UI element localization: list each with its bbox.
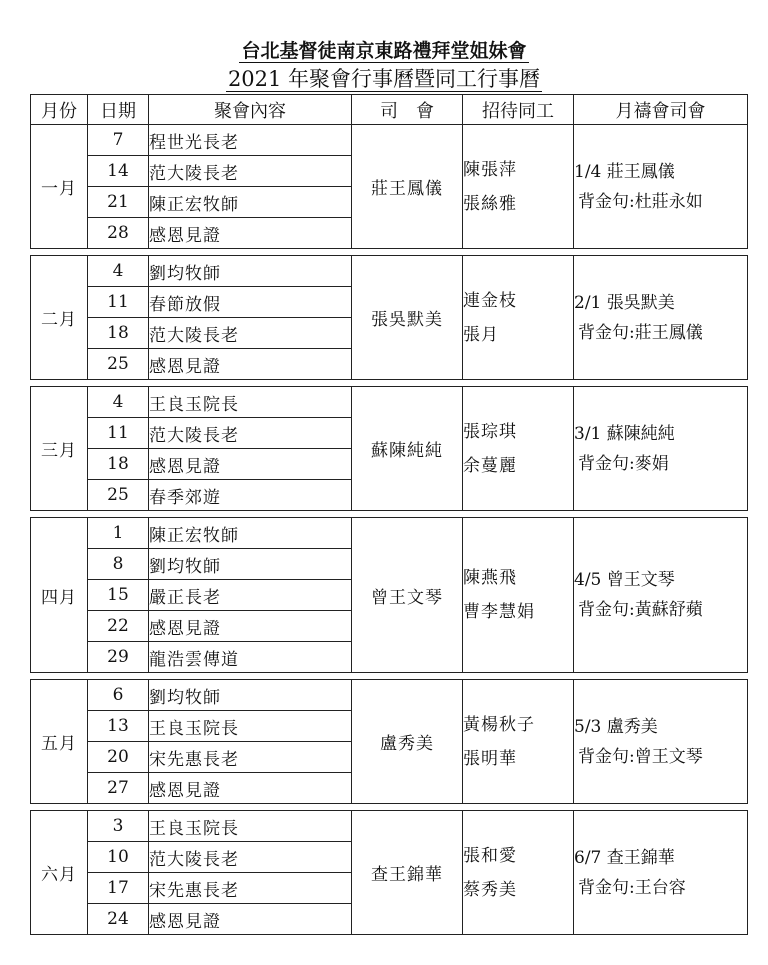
date-cell: 15 xyxy=(88,580,149,611)
reception-person: 黃楊秋子 xyxy=(463,714,535,735)
date-cell: 11 xyxy=(88,287,149,318)
date-cell: 6 xyxy=(88,680,149,711)
date-cell: 14 xyxy=(88,156,149,187)
date-cell: 11 xyxy=(88,418,149,449)
verse-reciter: 背金句:黃蘇舒蘋 xyxy=(578,600,703,620)
date-cell: 28 xyxy=(88,218,149,249)
schedule-body xyxy=(31,125,748,935)
date-cell: 1 xyxy=(88,518,149,549)
prayer-cell xyxy=(574,387,748,511)
host-cell: 張吳默美 xyxy=(352,256,463,380)
prayer-host: 1/4 莊王鳳儀 xyxy=(574,161,675,182)
date-cell: 25 xyxy=(88,349,149,380)
event-cell: 宋先惠長老 xyxy=(149,873,352,904)
table-row xyxy=(31,125,748,156)
event-cell: 感恩見證 xyxy=(149,218,352,249)
reception-cell xyxy=(463,518,574,673)
event-cell: 劉均牧師 xyxy=(149,549,352,580)
prayer-cell xyxy=(574,680,748,804)
month-gap-cell xyxy=(31,804,748,811)
host-cell: 盧秀美 xyxy=(352,680,463,804)
verse-reciter: 背金句:曾王文琴 xyxy=(578,746,703,767)
header-reception: 招待同工 xyxy=(463,95,574,125)
month-cell: 五月 xyxy=(31,680,88,804)
document-subtitle xyxy=(0,65,768,93)
verse-reciter: 背金句:莊王鳳儀 xyxy=(578,322,703,343)
header-content: 聚會內容 xyxy=(149,95,352,125)
prayer-host: 3/1 蘇陳純純 xyxy=(574,423,675,444)
event-cell: 感恩見證 xyxy=(149,773,352,804)
event-cell: 感恩見證 xyxy=(149,449,352,480)
prayer-cell xyxy=(574,125,748,249)
reception-person: 張琮琪 xyxy=(463,421,517,442)
header-date: 日期 xyxy=(88,95,149,125)
reception-person: 張明華 xyxy=(463,748,517,769)
header-row xyxy=(31,95,748,125)
reception-cell xyxy=(463,125,574,249)
reception-person: 陳張萍 xyxy=(463,159,517,180)
month-gap xyxy=(31,673,748,680)
event-cell: 陳正宏牧師 xyxy=(149,518,352,549)
date-cell: 4 xyxy=(88,387,149,418)
date-cell: 18 xyxy=(88,318,149,349)
date-cell: 22 xyxy=(88,611,149,642)
event-cell: 王良玉院長 xyxy=(149,387,352,418)
event-cell: 感恩見證 xyxy=(149,904,352,935)
prayer-host: 2/1 張吳默美 xyxy=(574,292,675,313)
event-cell: 龍浩雲傳道 xyxy=(149,642,352,673)
verse-reciter: 背金句:王台容 xyxy=(578,877,686,898)
table-row xyxy=(31,256,748,287)
month-cell: 四月 xyxy=(31,518,88,673)
event-cell: 王良玉院長 xyxy=(149,711,352,742)
prayer-host: 6/7 查王錦華 xyxy=(574,847,675,868)
event-cell: 春季郊遊 xyxy=(149,480,352,511)
table-row xyxy=(31,387,748,418)
month-gap xyxy=(31,380,748,387)
date-cell: 25 xyxy=(88,480,149,511)
event-cell: 劉均牧師 xyxy=(149,680,352,711)
prayer-cell xyxy=(574,518,748,673)
event-cell: 感恩見證 xyxy=(149,349,352,380)
date-cell: 17 xyxy=(88,873,149,904)
event-cell: 范大陵長老 xyxy=(149,842,352,873)
date-cell: 20 xyxy=(88,742,149,773)
date-cell: 27 xyxy=(88,773,149,804)
reception-person: 張和愛 xyxy=(463,845,517,866)
reception-person: 蔡秀美 xyxy=(463,879,517,900)
prayer-cell xyxy=(574,256,748,380)
date-cell: 7 xyxy=(88,125,149,156)
reception-person: 余蔓麗 xyxy=(463,455,517,476)
reception-person: 曹李慧娟 xyxy=(463,602,535,622)
schedule-table xyxy=(30,94,748,935)
header-prayer-host: 月禱會司會 xyxy=(574,95,748,125)
month-gap xyxy=(31,249,748,256)
event-cell: 感恩見證 xyxy=(149,611,352,642)
host-cell: 蘇陳純純 xyxy=(352,387,463,511)
prayer-host: 5/3 盧秀美 xyxy=(574,716,658,737)
month-cell: 一月 xyxy=(31,125,88,249)
prayer-host: 4/5 曾王文琴 xyxy=(574,570,675,590)
date-cell: 3 xyxy=(88,811,149,842)
host-cell: 查王錦華 xyxy=(352,811,463,935)
reception-cell xyxy=(463,811,574,935)
month-gap-cell xyxy=(31,511,748,518)
event-cell: 王良玉院長 xyxy=(149,811,352,842)
month-cell: 三月 xyxy=(31,387,88,511)
verse-reciter: 背金句:麥娟 xyxy=(578,453,669,474)
table-row xyxy=(31,518,748,549)
date-cell: 13 xyxy=(88,711,149,742)
month-cell: 六月 xyxy=(31,811,88,935)
event-cell: 程世光長老 xyxy=(149,125,352,156)
reception-person: 張月 xyxy=(463,324,499,345)
host-cell: 曾王文琴 xyxy=(352,518,463,673)
month-cell: 二月 xyxy=(31,256,88,380)
reception-cell xyxy=(463,680,574,804)
event-cell: 嚴正長老 xyxy=(149,580,352,611)
reception-person: 連金枝 xyxy=(463,290,517,311)
month-gap xyxy=(31,511,748,518)
header-month: 月份 xyxy=(31,95,88,125)
date-cell: 29 xyxy=(88,642,149,673)
event-cell: 陳正宏牧師 xyxy=(149,187,352,218)
month-gap-cell xyxy=(31,380,748,387)
event-cell: 宋先惠長老 xyxy=(149,742,352,773)
event-cell: 范大陵長老 xyxy=(149,156,352,187)
event-cell: 范大陵長老 xyxy=(149,318,352,349)
date-cell: 18 xyxy=(88,449,149,480)
month-gap xyxy=(31,804,748,811)
reception-person: 陳燕飛 xyxy=(463,568,517,588)
date-cell: 4 xyxy=(88,256,149,287)
month-gap-cell xyxy=(31,673,748,680)
title-line-2: 2021 年聚會行事曆暨同工行事曆 xyxy=(227,67,541,91)
event-cell: 范大陵長老 xyxy=(149,418,352,449)
reception-cell xyxy=(463,387,574,511)
reception-person: 張絲雅 xyxy=(463,193,517,214)
prayer-cell xyxy=(574,811,748,935)
title-line-1: 台北基督徒南京東路禮拜堂姐妹會 xyxy=(241,40,527,62)
table-row xyxy=(31,680,748,711)
date-cell: 24 xyxy=(88,904,149,935)
date-cell: 21 xyxy=(88,187,149,218)
document-title xyxy=(0,38,768,64)
date-cell: 10 xyxy=(88,842,149,873)
month-gap-cell xyxy=(31,249,748,256)
host-cell: 莊王鳳儀 xyxy=(352,125,463,249)
verse-reciter: 背金句:杜莊永如 xyxy=(578,191,703,212)
date-cell: 8 xyxy=(88,549,149,580)
table-row xyxy=(31,811,748,842)
reception-cell xyxy=(463,256,574,380)
event-cell: 春節放假 xyxy=(149,287,352,318)
header-host: 司 會 xyxy=(352,95,463,125)
event-cell: 劉均牧師 xyxy=(149,256,352,287)
